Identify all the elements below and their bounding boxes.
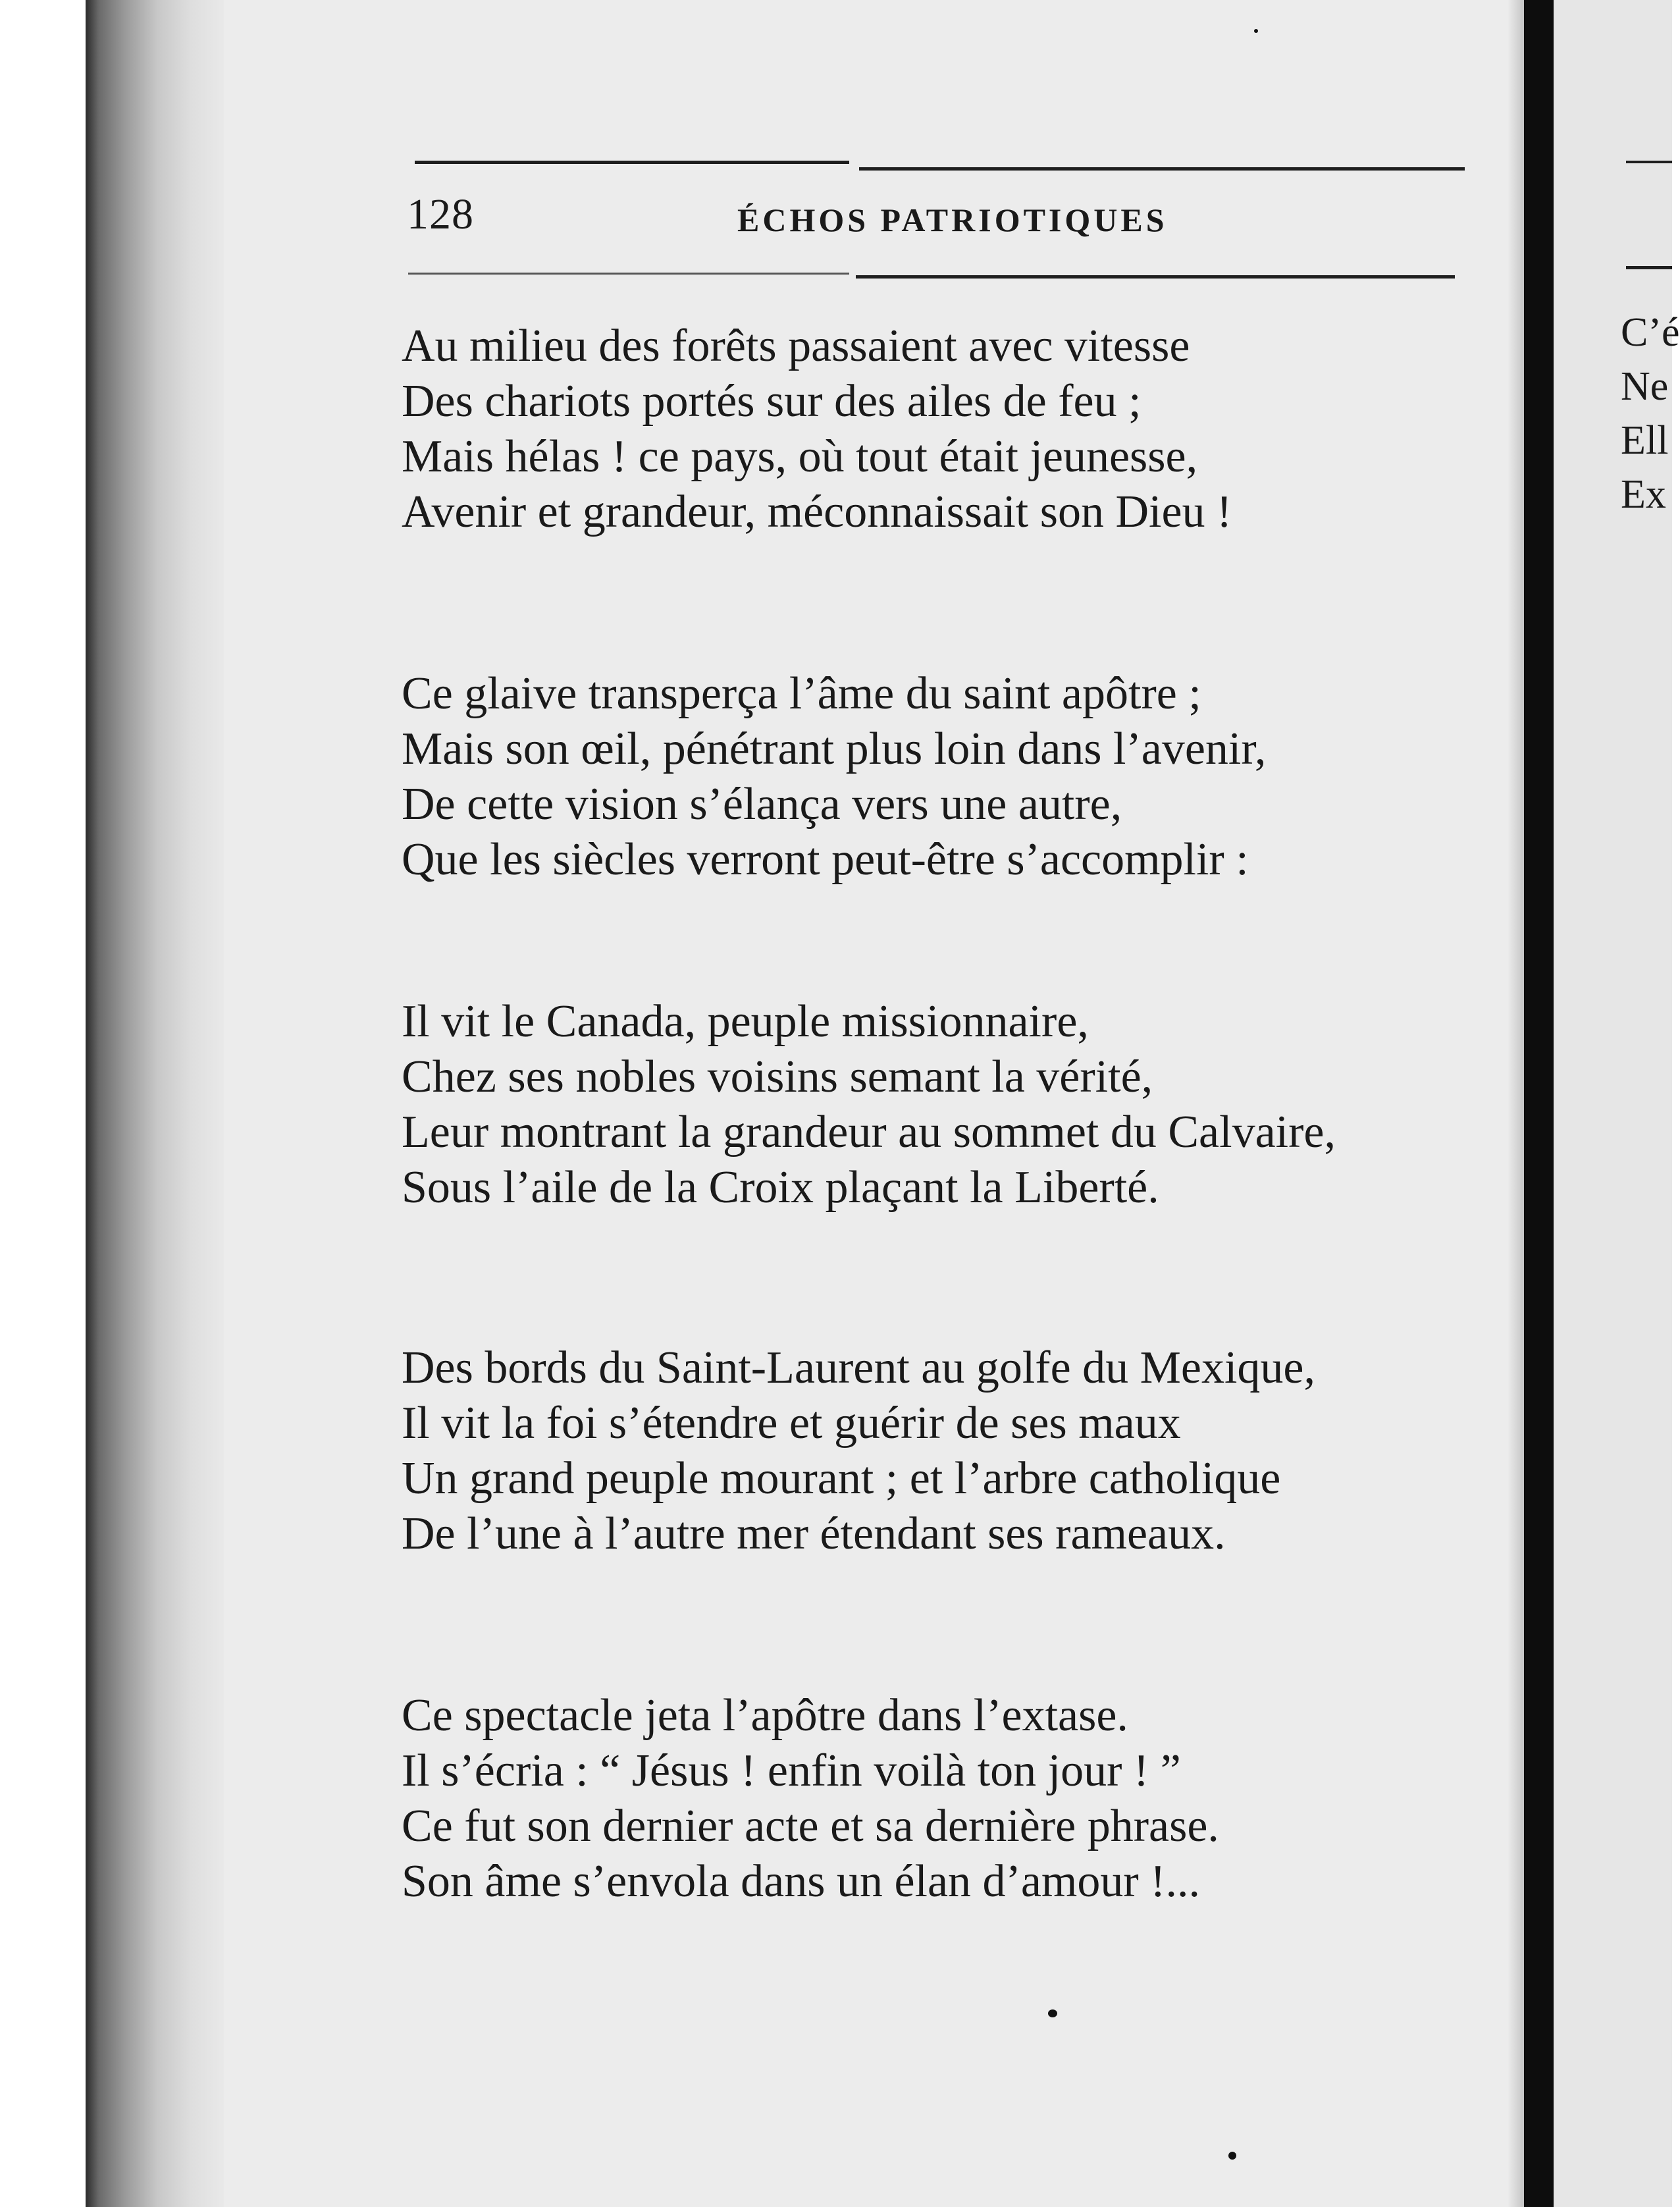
book-spine-edge — [86, 0, 224, 2207]
verse-line: Avenir et grandeur, méconnaissait son Dieu ! — [402, 487, 1232, 537]
verse-line: Chez ses nobles voisins semant la vérité, — [402, 1051, 1153, 1102]
verse-line: Mais son œil, pénétrant plus loin dans l’avenir, — [402, 724, 1267, 774]
verse-line: Ce spectacle jeta l’apôtre dans l’extase. — [402, 1690, 1128, 1741]
header-rule-bottom — [408, 273, 849, 275]
ink-speck — [1254, 29, 1258, 33]
book-gutter — [1524, 0, 1554, 2207]
ink-speck — [1048, 2009, 1057, 2017]
stanza — [402, 994, 1521, 1215]
verse-line: Il vit la foi s’étendre et guérir de ses maux — [402, 1398, 1181, 1449]
verse-line: De l’une à l’autre mer étendant ses rameaux. — [402, 1508, 1226, 1559]
next-page-rule — [1626, 161, 1672, 163]
verse-line: Au milieu des forêts passaient avec vitesse — [402, 321, 1190, 371]
header-rule-top — [859, 167, 1465, 171]
next-page-fragment: Ne — [1621, 364, 1669, 409]
header-rule-bottom — [856, 275, 1455, 279]
stanza — [402, 1341, 1521, 1562]
verse-line: Ce fut son dernier acte et sa dernière phrase. — [402, 1801, 1219, 1851]
verse-line: Des chariots portés sur des ailes de feu ; — [402, 376, 1142, 427]
verse-line: Leur montrant la grandeur au sommet du Calvaire, — [402, 1107, 1336, 1157]
next-page-fragment: C’é — [1621, 310, 1680, 355]
verse-line: De cette vision s’élança vers une autre, — [402, 779, 1122, 830]
stanza — [402, 319, 1521, 540]
stanza — [402, 666, 1521, 888]
next-page-rule — [1626, 266, 1672, 269]
verse-line: Un grand peuple mourant ; et l’arbre catholique — [402, 1453, 1281, 1504]
page-number: 128 — [407, 190, 474, 238]
verse-line: Sous l’aile de la Croix plaçant la Liberté. — [402, 1162, 1159, 1213]
verse-line: Son âme s’envola dans un élan d’amour !... — [402, 1856, 1201, 1907]
verse-line: Il s’écria : “ Jésus ! enfin voilà ton jour ! ” — [402, 1745, 1181, 1796]
header-rule-top — [415, 161, 849, 164]
ink-speck — [1228, 2152, 1236, 2160]
verse-line: Des bords du Saint-Laurent au golfe du Mexique, — [402, 1343, 1316, 1393]
running-title: ÉCHOS PATRIOTIQUES — [737, 201, 1168, 238]
verse-line: Mais hélas ! ce pays, où tout était jeunesse, — [402, 431, 1198, 482]
verse-line: Ce glaive transperça l’âme du saint apôtre ; — [402, 668, 1201, 719]
stanza — [402, 1688, 1521, 1909]
next-page-fragment: Ex — [1621, 472, 1666, 517]
next-page-fragment: Ell — [1621, 418, 1669, 463]
verse-line: Il vit le Canada, peuple missionnaire, — [402, 996, 1089, 1047]
verse-line: Que les siècles verront peut-être s’accomplir : — [402, 834, 1249, 885]
